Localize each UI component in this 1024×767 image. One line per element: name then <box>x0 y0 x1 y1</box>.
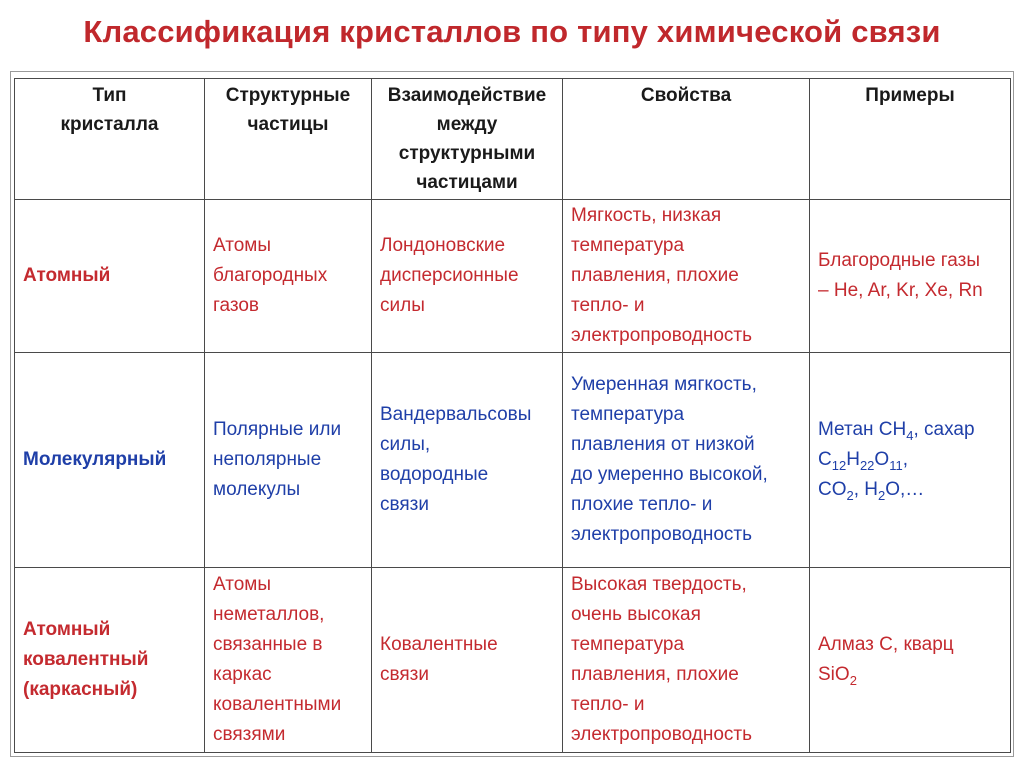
crystal-classification-table <box>14 78 1011 753</box>
cell-properties-molecular: Умеренная мягкость, температура плавления от низкой до умеренно высокой, плохие тепло- и электропроводность <box>563 353 810 568</box>
table-row-atomic <box>15 200 1011 353</box>
header-row <box>15 79 1011 200</box>
cell-type-atomic: Атомный <box>15 200 205 353</box>
example-line-sugar: $C_{12}H_{22}O_{11}$, <box>818 449 908 473</box>
cell-particles-molecular: Полярные или неполярные молекулы <box>205 353 372 568</box>
cell-interaction-covalent: Ковалентные связи <box>372 568 563 753</box>
header-particles: Структурные частицы <box>205 79 372 200</box>
header-examples: Примеры <box>810 79 1011 200</box>
example-line-diamond: Алмаз С, кварц <box>818 634 954 655</box>
cell-interaction-atomic: Лондоновские дисперсионные силы <box>372 200 563 353</box>
cell-interaction-molecular: Вандервальсовы силы, водородные связи <box>372 353 563 568</box>
header-type: Тип кристалла <box>15 79 205 200</box>
cell-examples-molecular <box>810 353 1011 568</box>
table-row-covalent <box>15 568 1011 753</box>
cell-properties-covalent: Высокая твердость, очень высокая температура плавления, плохие тепло- и электропроводность <box>563 568 810 753</box>
cell-particles-atomic: Атомы благородных газов <box>205 200 372 353</box>
cell-particles-covalent: Атомы неметаллов, связанные в каркас ковалентными связями <box>205 568 372 753</box>
header-interaction: Взаимодействие между структурными частицами <box>372 79 563 200</box>
example-line-methane: Метан $CH_4$, сахар <box>818 419 975 443</box>
cell-type-covalent: Атомный ковалентный (каркасный) <box>15 568 205 753</box>
example-line-sio2: SiO$_2$ <box>818 664 857 688</box>
example-line-co2-h2o: $CO_2$, $H_2O,\dots$ <box>818 479 925 503</box>
cell-type-molecular: Молекулярный <box>15 353 205 568</box>
table-row-molecular <box>15 353 1011 568</box>
cell-properties-atomic: Мягкость, низкая температура плавления, плохие тепло- и электропроводность <box>563 200 810 353</box>
header-properties: Свойства <box>563 79 810 200</box>
cell-examples-atomic: Благородные газы – He, Ar, Kr, Xe, Rn <box>810 200 1011 353</box>
slide-title: Классификация кристаллов по типу химической связи <box>83 14 941 49</box>
cell-examples-covalent <box>810 568 1011 753</box>
